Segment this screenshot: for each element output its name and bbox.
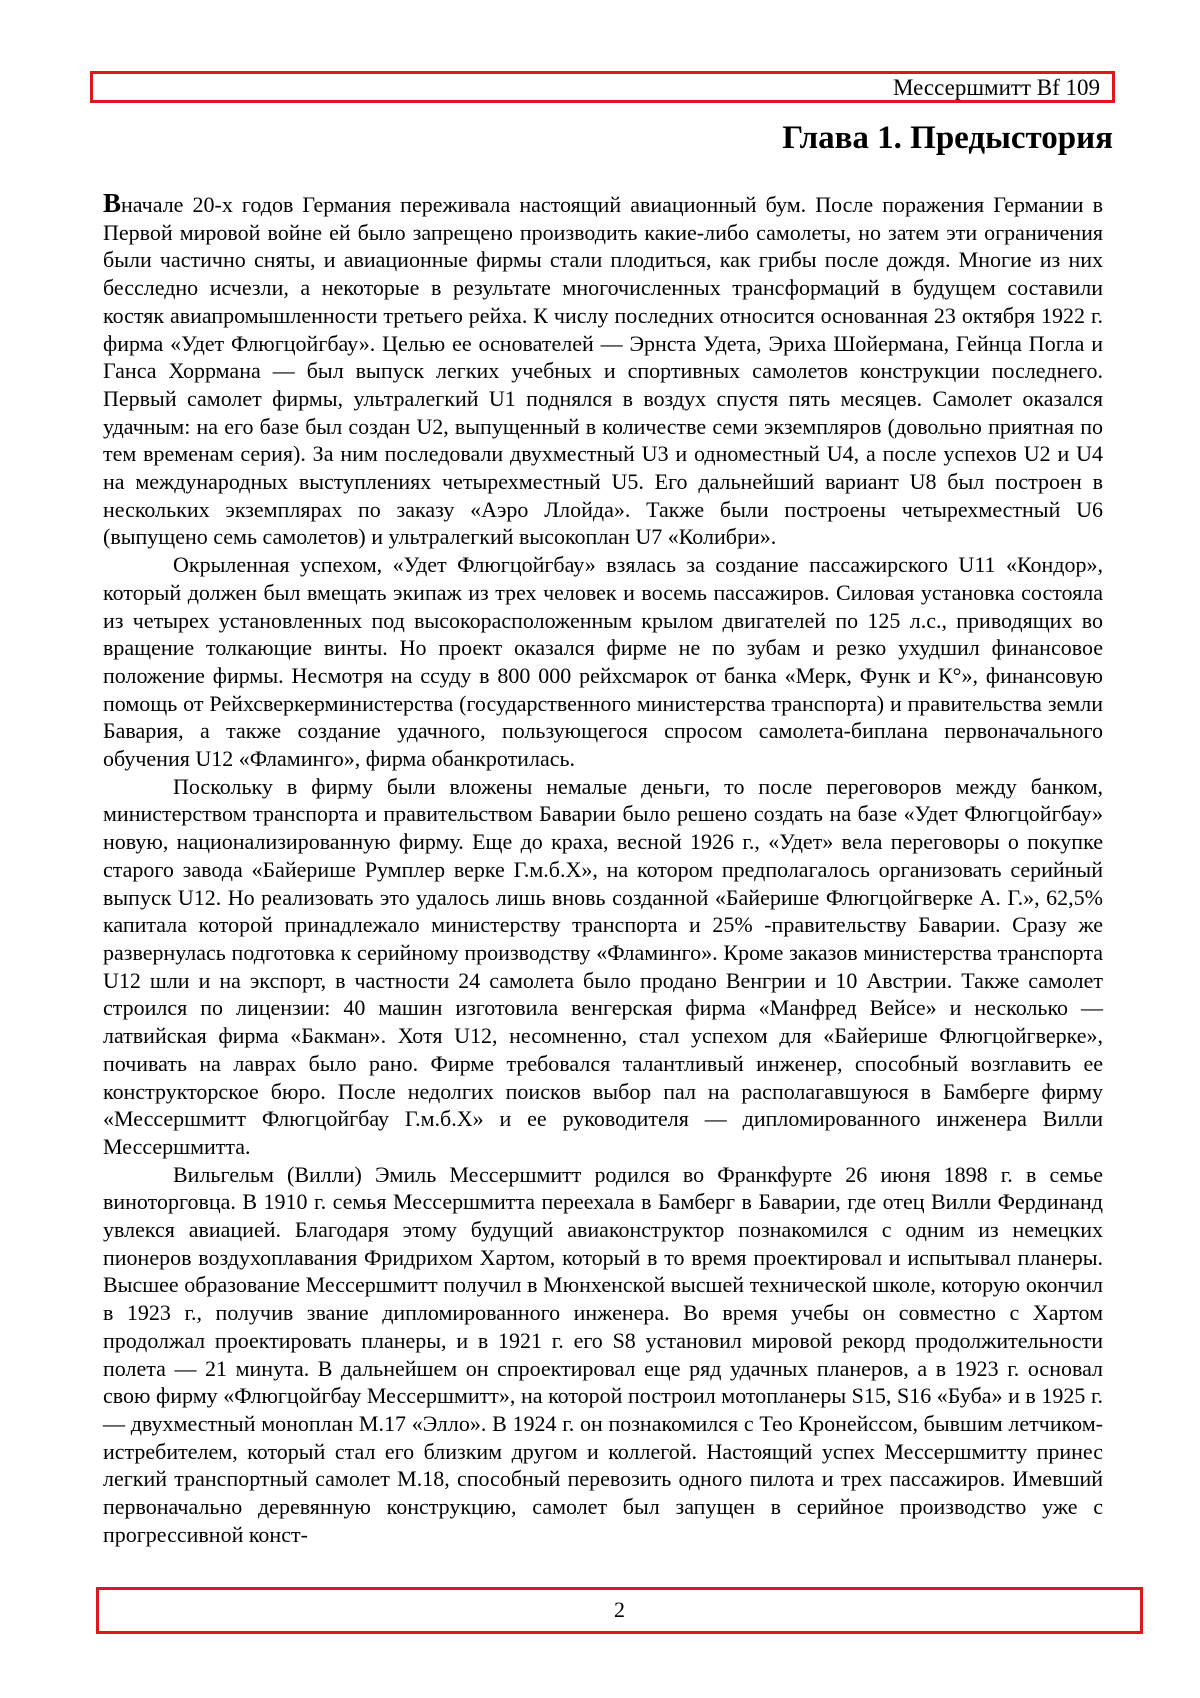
footer-frame: [96, 1587, 1143, 1634]
body-text: [103, 190, 1103, 1548]
chapter-title: Глава 1. Предыстория: [782, 120, 1113, 156]
paragraph-4: Вильгельм (Вилли) Эмиль Мессершмитт родился во Франкфурте 26 июня 1898 г. в семье виноторговца. В 1910 г. семья Мессершмитта переехала в Бамберг в Баварии, где отец Вилли Фердинанд увлекся авиацией. Благодаря этому будущий авиаконструктор познакомился с одним из немецких пионеров воздухоплавания Фридрихом Хартом, который в то время проектировал и испытывал планеры. Высшее образование Мессершмитт получил в Мюнхенской высшей технической школе, которую окончил в 1923 г., получив звание дипломированного инженера. Во время учебы он совместно с Хартом продолжал проектировать планеры, и в 1921 г. его S8 установил мировой рекорд продолжительности полета — 21 минута. В дальнейшем он спроектировал еще ряд удачных планеров, а в 1923 г. основал свою фирму «Флюгцойгбау Мессершмитт», на которой построил мотопланеры S15, S16 «Буба» и в 1925 г. — двухместный моноплан М.17 «Элло». В 1924 г. он познакомился с Тео Кронейссом, бывшим летчиком-истребителем, который стал его близким другом и коллегой. Настоящий успех Мессершмитту принес легкий транспортный самолет М.18, способный перевозить одного пилота и трех пассажиров. Имевший первоначально деревянную конструкцию, самолет был запущен в серийное производство уже с прогрессивной конст-: [103, 1161, 1103, 1547]
page-number: 2: [614, 1597, 625, 1622]
paragraph-1: [103, 190, 1103, 551]
paragraph-1-text: начале 20-х годов Германия переживала настоящий авиационный бум. После поражения Германии в Первой мировой войне ей было запрещено производить какие-либо самолеты, но затем эти ограничения были частично сняты, и авиационные фирмы стали плодиться, как грибы после дождя. Многие из них бесследно исчезли, а некоторые в результате многочисленных трансформаций в будущем составили костяк авиапромышленности третьего рейха. К числу последних относится основанная 23 октября 1922 г. фирма «Удет Флюгцойгбау». Целью ее основателей — Эрнста Удета, Эриха Шойермана, Гейнца Погла и Ганса Хоррмана — был выпуск легких учебных и спортивных самолетов конструкции последнего. Первый самолет фирмы, ультралегкий U1 поднялся в воздух спустя пять месяцев. Самолет оказался удачным: на его базе был создан U2, выпущенный в количестве семи экземпляров (довольно приятная по тем временам серия). За ним последовали двухместный U3 и одноместный U4, а после успехов U2 и U4 на международных выступлениях четырехместный U5. Его дальнейший вариант U8 был построен в нескольких экземплярах по заказу «Аэро Ллойда». Также были построены четырехместный U6 (выпущено семь самолетов) и ультралегкий высокоплан U7 «Колибри».: [103, 192, 1103, 550]
paragraph-3: Поскольку в фирму были вложены немалые деньги, то после переговоров между банком, министерством транспорта и правительством Баварии было решено создать на базе «Удет Флюгцойгбау» новую, национализированную фирму. Еще до краха, весной 1926 г., «Удет» вела переговоры о покупке старого завода «Байерише Румплер верке Г.м.б.Х», на котором предполагалось организовать серийный выпуск U12. Но реализовать это удалось лишь вновь созданной «Байерише Флюгцойгверке А. Г.», 62,5% капитала которой принадлежало министерству транспорта и 25% -правительству Баварии. Сразу же развернулась подготовка к серийному производству «Фламинго». Кроме заказов министерства транспорта U12 шли и на экспорт, в частности 24 самолета было продано Венгрии и 10 Австрии. Также самолет строился по лицензии: 40 машин изготовила венгерская фирма «Манфред Вейсе» и несколько — латвийская фирма «Бакман». Хотя U12, несомненно, стал успехом для «Байерише Флюгцойгверке», почивать на лаврах было рано. Фирме требовался талантливый инженер, способный возглавить ее конструкторское бюро. После недолгих поисков выбор пал на располагавшуюся в Бамберге фирму «Мессершмитт Флюгцойгбау Г.м.б.Х» и ее руководителя — дипломированного инженера Вилли Мессершмитта.: [103, 773, 1103, 1159]
paragraph-2: Окрыленная успехом, «Удет Флюгцойгбау» взялась за создание пассажирского U11 «Кондор», который должен был вмещать экипаж из трех человек и восемь пассажиров. Силовая установка состояла из четырех установленных под высокорасположенным крылом двигателей по 125 л.с., приводящих во вращение толкающие винты. Но проект оказался фирме не по зубам и резко ухудшил финансовое положение фирмы. Несмотря на ссуду в 800 000 рейхсмарок от банка «Мерк, Функ и К°», финансовую помощь от Рейхсверкерминистерства (государственного министерства транспорта) и правительства земли Бавария, а также создание удачного, пользующегося спросом самолета-биплана первоначального обучения U12 «Фламинго», фирма обанкротилась.: [103, 552, 1103, 772]
running-title: Мессершмитт Bf 109: [892, 75, 1100, 100]
header-frame: [90, 71, 1115, 103]
drop-cap: В: [103, 188, 122, 218]
